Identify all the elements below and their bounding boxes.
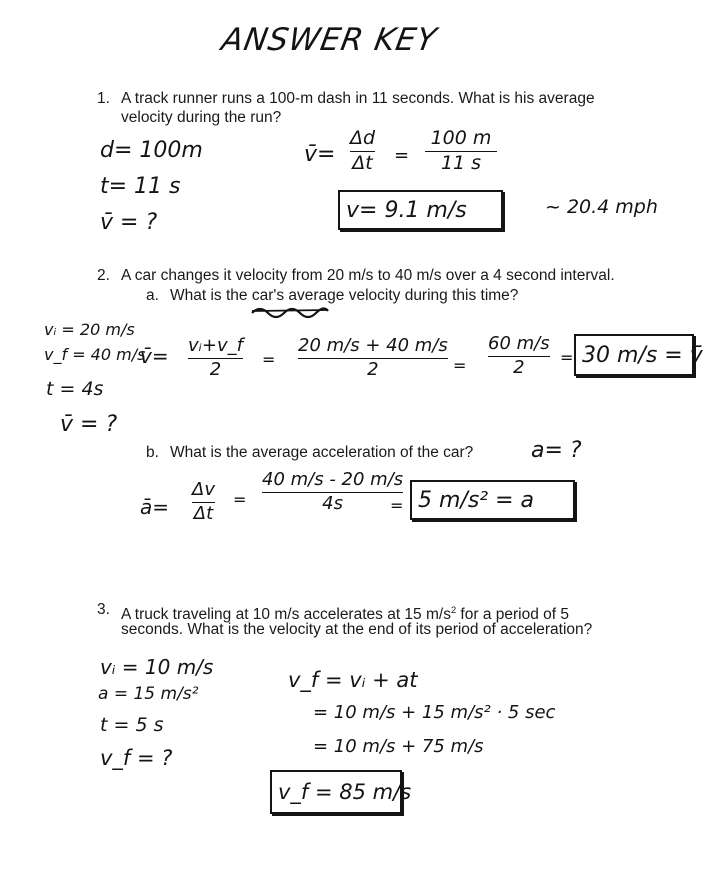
q2b-fraction-formula	[192, 480, 215, 524]
q2a-frac1-num: vᵢ+v_f	[188, 335, 243, 356]
q2b-answer: 5 m/s² = a	[418, 487, 535, 513]
q2a-label: a.	[146, 287, 159, 304]
q2a-fraction-formula	[188, 336, 243, 380]
q3-text-line2: seconds. What is the velocity at the end of its period of acceleration?	[121, 621, 593, 638]
q1-equals: =	[394, 145, 410, 166]
q2a-equals-2: =	[453, 356, 467, 375]
q2a-frac2-num: 20 m/s + 40 m/s	[298, 335, 448, 356]
q2a-fraction-sum	[488, 334, 550, 378]
q2-given-vi: vᵢ = 20 m/s	[44, 320, 135, 339]
q2-number: 2.	[97, 267, 110, 284]
q1-text-line1: A track runner runs a 100-m dash in 11 seconds. What is his average	[121, 90, 595, 107]
q2a-frac3-num: 60 m/s	[488, 333, 550, 354]
q1-text-line2: velocity during the run?	[121, 109, 282, 126]
q2b-frac1-num: Δv	[192, 479, 215, 500]
q2a-frac3-den: 2	[513, 356, 525, 378]
page-title: ANSWER KEY	[218, 22, 440, 58]
q2a-equals-3: =	[560, 348, 574, 367]
q2b-equals-2: =	[390, 496, 404, 515]
q3-work-line2: = 10 m/s + 15 m/s² · 5 sec	[313, 702, 556, 723]
q2-text-line1: A car changes it velocity from 20 m/s to 40 m/s over a 4 second interval.	[121, 267, 615, 284]
q2b-text: What is the average acceleration of the car?	[170, 444, 474, 461]
q3-given-a: a = 15 m/s²	[98, 684, 199, 704]
q1-answer-box	[338, 190, 503, 230]
q3-text-line1-post: for a period of 5	[456, 606, 569, 624]
q1-given-distance: d= 100m	[100, 138, 203, 163]
q2b-frac2-den: 4s	[322, 492, 343, 514]
q1-frac2-den: 11 s	[440, 151, 482, 174]
q2b-given: a= ?	[531, 438, 582, 463]
q2a-text: What is the car's average velocity during this time?	[170, 287, 519, 304]
q2b-frac2-num: 40 m/s - 20 m/s	[262, 469, 404, 490]
q3-number: 3.	[97, 601, 110, 618]
q2b-equals-1: =	[233, 490, 247, 509]
q3-given-vi: vᵢ = 10 m/s	[100, 655, 214, 679]
q2a-frac1-den: 2	[209, 358, 222, 380]
q3-text-line1-sup: 2	[450, 605, 457, 615]
q1-frac2-num: 100 m	[430, 127, 492, 149]
q2b-formula-lhs: ā=	[140, 495, 170, 519]
q1-answer: v= 9.1 m/s	[346, 197, 467, 223]
q1-frac1-den: Δt	[352, 151, 373, 174]
scribble-mark	[250, 303, 330, 319]
q2-scribble	[250, 303, 330, 319]
q2a-equals-1: =	[262, 350, 276, 369]
q1-given-time: t= 11 s	[100, 174, 181, 199]
q1-formula-lhs: v̄=	[304, 142, 336, 167]
q1-number: 1.	[97, 90, 110, 107]
q1-frac1-num: Δd	[350, 127, 376, 149]
q2a-answer-box	[574, 334, 703, 376]
q1-note: ~ 20.4 mph	[545, 196, 658, 218]
q1-fraction-values	[425, 128, 497, 175]
q2a-fraction-values	[298, 336, 448, 380]
q2-given-vbar: v̄ = ?	[60, 412, 118, 437]
q3-given-t: t = 5 s	[100, 714, 164, 736]
q3-work-line1: v_f = vᵢ + at	[288, 668, 418, 692]
q2b-fraction-values	[262, 470, 403, 514]
q2b-frac1-den: Δt	[193, 502, 214, 524]
q2a-answer: 30 m/s = v̄	[582, 342, 703, 368]
q3-answer-box	[270, 770, 412, 814]
q2a-formula-lhs: v̄=	[140, 344, 169, 368]
q3-answer: v_f = 85 m/s	[278, 780, 412, 804]
q2a-frac2-den: 2	[367, 358, 379, 380]
q3-text-line1-pre: A truck traveling at 10 m/s accelerates at 15 m/s	[121, 606, 451, 624]
q3-given-vf: v_f = ?	[100, 746, 173, 770]
q2-given-t: t = 4s	[46, 378, 104, 400]
q3-work-line3: = 10 m/s + 75 m/s	[313, 736, 484, 757]
q2b-label: b.	[146, 444, 159, 461]
q2-given-vf: v_f = 40 m/s	[44, 345, 146, 364]
q2b-answer-box	[410, 480, 575, 520]
q1-fraction-delta	[350, 128, 375, 175]
q1-given-velocity: v̄ = ?	[100, 210, 158, 235]
